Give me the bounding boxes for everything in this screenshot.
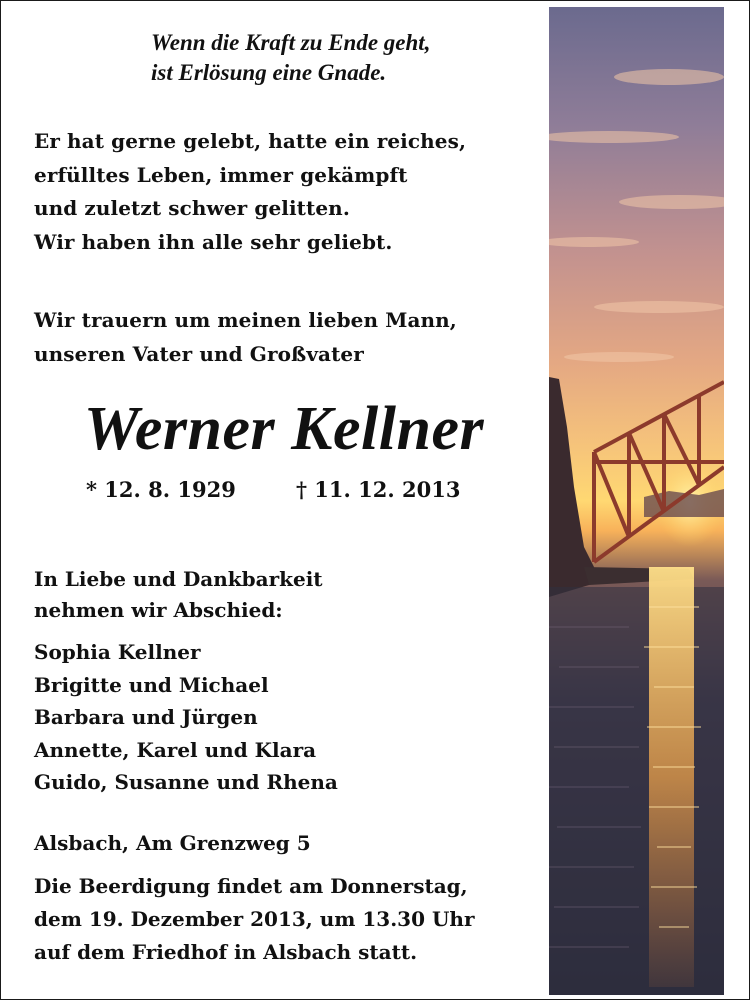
sunset-bridge-photo (549, 7, 724, 995)
tribute-line: erfülltes Leben, immer gekämpft (34, 162, 408, 187)
birth-date: * 12. 8. 1929 (86, 477, 236, 502)
address: Alsbach, Am Grenzweg 5 (34, 831, 311, 855)
funeral-info (34, 870, 474, 969)
death-date: † 11. 12. 2013 (296, 477, 461, 502)
motto-line: Wenn die Kraft zu Ende geht, (151, 30, 431, 55)
farewell-text (34, 564, 323, 626)
mourning-line: unseren Vater und Großvater (34, 341, 364, 366)
farewell-line: nehmen wir Abschied: (34, 598, 283, 622)
mourner-name: Barbara und Jürgen (34, 705, 258, 729)
funeral-line: Die Beerdigung findet am Donnerstag, (34, 874, 468, 898)
tribute-line: Wir haben ihn alle sehr geliebt. (34, 229, 393, 254)
deceased-name: Werner Kellner (83, 395, 485, 463)
motto (151, 28, 531, 88)
funeral-line: auf dem Friedhof in Alsbach statt. (34, 940, 418, 964)
mourner-name: Brigitte und Michael (34, 672, 269, 697)
mourners-list (34, 636, 338, 799)
mourner-name: Guido, Susanne und Rhena (34, 770, 338, 794)
tribute-line: Er hat gerne gelebt, hatte ein reiches, (34, 129, 467, 153)
mourner-name: Annette, Karel und Klara (34, 737, 317, 762)
tribute-line: und zuletzt schwer gelitten. (34, 196, 350, 220)
motto-line: ist Erlösung eine Gnade. (151, 60, 387, 85)
farewell-line: In Liebe und Dankbarkeit (34, 567, 323, 591)
mourner-name: Sophia Kellner (34, 640, 201, 664)
funeral-line: dem 19. Dezember 2013, um 13.30 Uhr (34, 907, 475, 931)
mourning-text (34, 304, 457, 371)
mourning-line: Wir trauern um meinen lieben Mann, (34, 308, 457, 332)
tribute-text (34, 125, 466, 259)
